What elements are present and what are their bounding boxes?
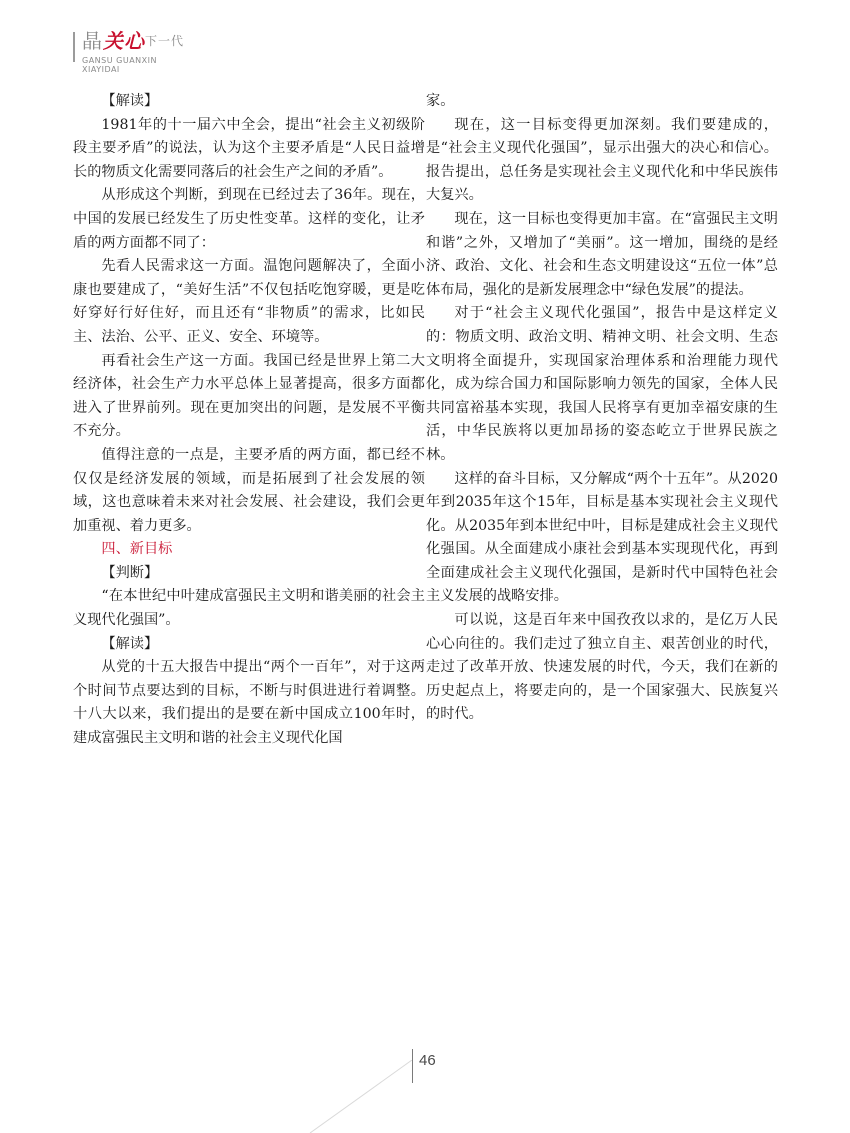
logo-char-3: 下 bbox=[145, 34, 159, 48]
paragraph: 对于“社会主义现代化强国”，报告中是这样定义的：物质文明、政治文明、精神文明、社会文明、生态文明将全面提升，实现国家治理体系和治理能力现代化，成为综合国力和国际影响力领先的国家，全体人民共同富裕基本实现，我国人民将享有更加幸福安康的生活，中华民族将以更加昂扬的姿态屹立于世界民族之林。 bbox=[426, 305, 778, 463]
logo-char-1: 晶 bbox=[82, 29, 103, 53]
paragraph: 从形成这个判断，到现在已经过去了36年。现在，中国的发展已经发生了历史性变革。这样的变化，让矛盾的两方面都不同了： bbox=[73, 187, 425, 251]
paragraph-continuation: 家。 bbox=[426, 93, 455, 109]
left-column bbox=[73, 90, 425, 751]
logo-bar bbox=[73, 32, 81, 62]
logo-english-line-1: GANSU GUANXIN bbox=[82, 56, 157, 65]
logo-english-line-2: XIAYIDAI bbox=[82, 65, 120, 74]
paragraph: 先看人民需求这一方面。温饱问题解决了，全面小康也要建成了，“美好生活”不仅包括吃饱穿暖，更是吃好穿好行好住好，而且还有“非物质”的需求，比如民主、法治、公平、正义、安全、环境等。 bbox=[73, 258, 425, 345]
section-heading: 四、新目标 bbox=[101, 541, 173, 558]
page-number: 46 bbox=[419, 1052, 436, 1069]
logo-english bbox=[82, 56, 157, 74]
logo-char-4: 一代 bbox=[158, 34, 185, 48]
paragraph: 值得注意的一点是，主要矛盾的两方面，都已经不仅仅是经济发展的领域，而是拓展到了社会发展的领域，这也意味着未来对社会发展、社会建设，我们会更加重视、着力更多。 bbox=[73, 446, 425, 534]
page-number-divider bbox=[412, 1049, 413, 1083]
paragraph: 1981年的十一届六中全会，提出“社会主义初级阶段主要矛盾”的说法，认为这个主要矛盾是“人民日益增长的物质文化需要同落后的社会生产之间的矛盾”。 bbox=[73, 116, 425, 180]
paragraph: 这样的奋斗目标，又分解成“两个十五年”。从2020年到2035年这个15年，目标是基本实现社会主义现代化。从2035年到本世纪中叶，目标是建成社会主义现代化强国。从全面建成小康社会到基本实现现代化，再到全面建成社会主义现代化强国，是新时代中国特色社会主义发展的战略安排。 bbox=[426, 470, 778, 605]
paragraph: 再看社会生产这一方面。我国已经是世界上第二大经济体，社会生产力水平总体上显著提高，很多方面都进入了世界前列。现在更加突出的问题，是发展不平衡不充分。 bbox=[73, 352, 425, 440]
paragraph: 从党的十五大报告中提出“两个一百年”，对于这两个时间节点要达到的目标，不断与时俱进进行着调整。十八大以来，我们提出的是要在新中国成立100年时，建成富强民主文明和谐的社会主义现代化国 bbox=[73, 659, 425, 747]
paragraph: 【解读】 bbox=[101, 93, 159, 109]
logo-char-2: 关心 bbox=[103, 29, 145, 53]
paragraph: 【判断】 bbox=[101, 564, 159, 581]
masthead-logo bbox=[73, 28, 193, 78]
right-column bbox=[426, 90, 778, 727]
paragraph: 现在，这一目标也变得更加丰富。在“富强民主文明和谐”之外，又增加了“美丽”。这一增加，围绕的是经济、政治、文化、社会和生态文明建设这“五位一体”总体布局，强化的是新发展理念中“绿色发展”的提法。 bbox=[426, 210, 778, 298]
paragraph: 【解读】 bbox=[101, 635, 159, 652]
paragraph: 现在，这一目标变得更加深刻。我们要建成的，是“社会主义现代化强国”，显示出强大的决心和信心。报告提出，总任务是实现社会主义现代化和中华民族伟大复兴。 bbox=[426, 116, 778, 204]
paragraph: “在本世纪中叶建成富强民主文明和谐美丽的社会主义现代化强国”。 bbox=[73, 588, 425, 629]
decorative-lines bbox=[300, 1060, 420, 1133]
logo-chinese bbox=[82, 29, 184, 53]
paragraph: 可以说，这是百年来中国孜孜以求的，是亿万人民心心向往的。我们走过了独立自主、艰苦创业的时代，走过了改革开放、快速发展的时代，今天，我们在新的历史起点上，将要走向的，是一个国家强大、民族复兴的时代。 bbox=[426, 612, 778, 723]
